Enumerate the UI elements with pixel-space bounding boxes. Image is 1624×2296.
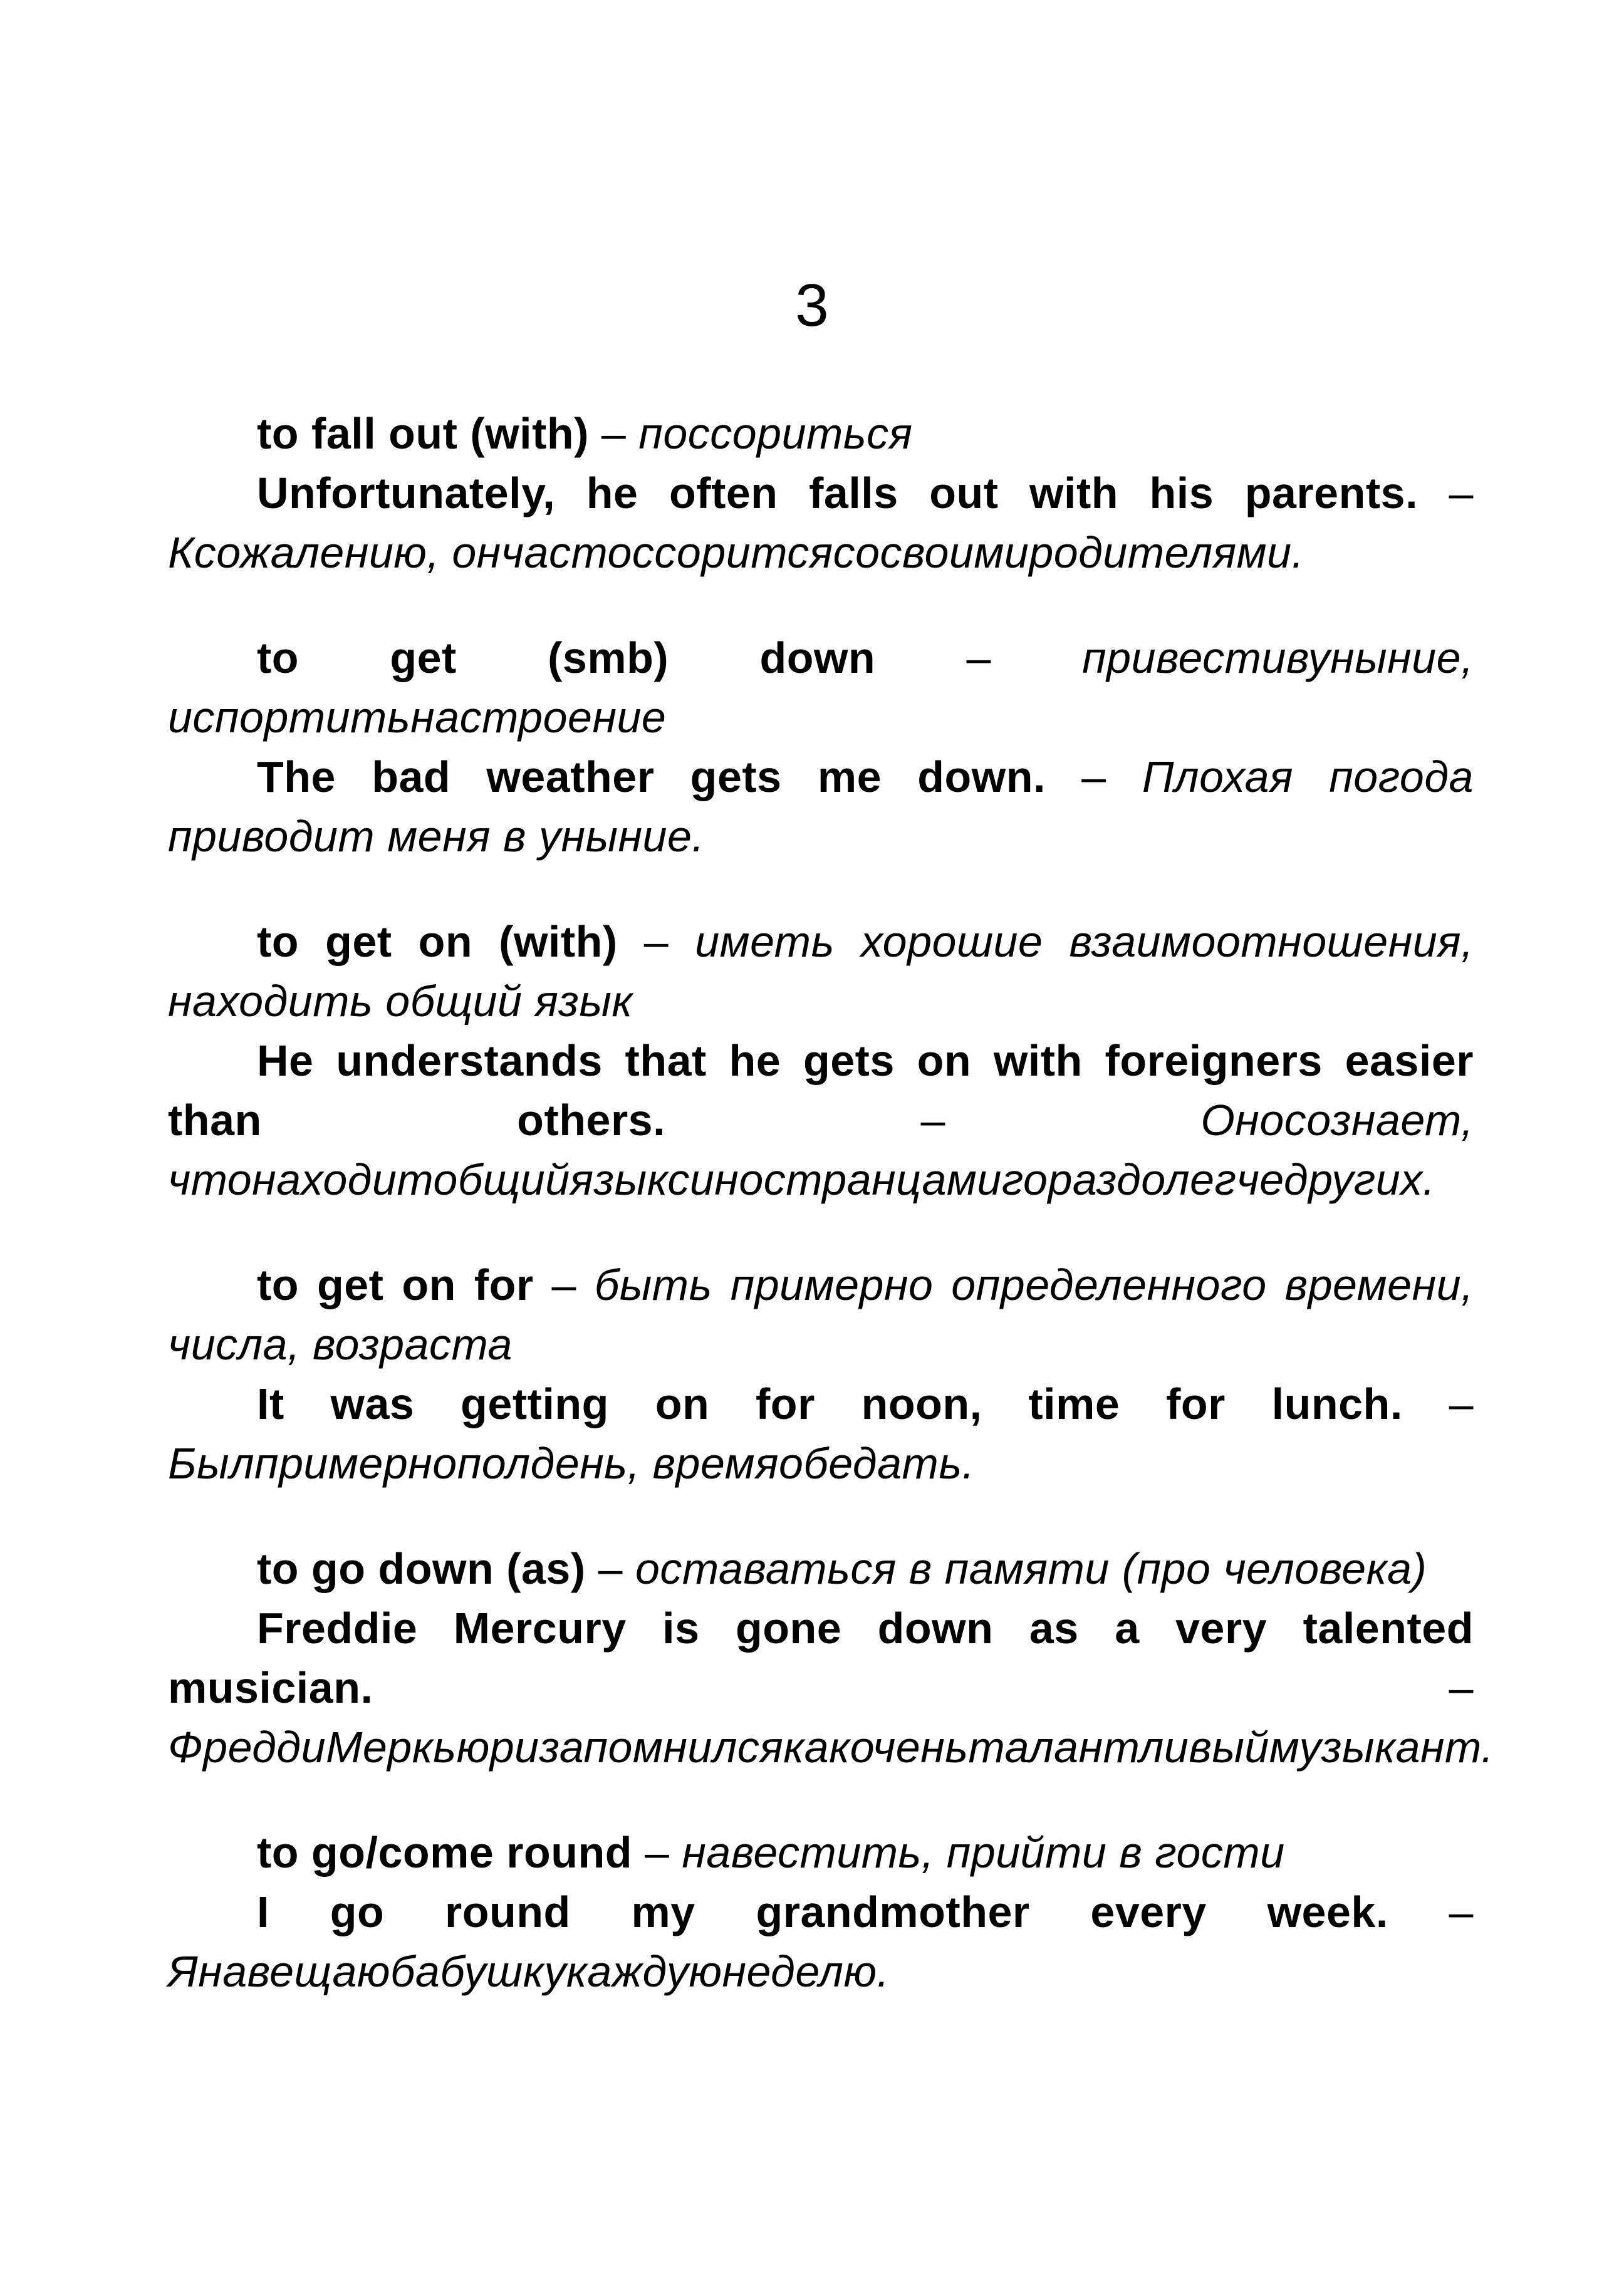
vocabulary-entry: [168, 1539, 1494, 1777]
example-english: Freddie Mercury is gone down as a very talented musician.: [168, 1604, 1474, 1712]
definition-line: [168, 404, 1474, 464]
dash: –: [588, 409, 639, 458]
vocabulary-list: [168, 404, 1494, 2047]
translation: навестить, прийти в гости: [682, 1828, 1285, 1877]
phrase: to get on (with): [257, 917, 618, 966]
translation: оставаться в памяти (про человека): [635, 1544, 1427, 1593]
definition-line: [168, 912, 1474, 1031]
example-russian: Янавещаюбабушкукаждуюнеделю.: [168, 1947, 890, 1996]
dash: –: [617, 917, 695, 966]
dash: –: [1388, 1888, 1474, 1936]
dash: –: [632, 1828, 682, 1877]
example-english: I go round my grandmother every week.: [257, 1888, 1388, 1936]
example-english: The bad weather gets me down.: [257, 752, 1046, 801]
definition-line: [168, 628, 1474, 747]
example-line: [168, 747, 1474, 866]
example-english: Unfortunately, he often falls out with his parents.: [257, 469, 1418, 517]
vocabulary-entry: [168, 404, 1474, 583]
example-line: [168, 1031, 1474, 1210]
example-russian: Ксожалению, ончастоссоритсясосвоимиродителями.: [168, 528, 1304, 577]
vocabulary-entry: [168, 1255, 1474, 1493]
vocabulary-entry: [168, 628, 1474, 866]
translation: быть примерно определенного времени, числа, возраста: [168, 1260, 1474, 1369]
dash: –: [665, 1096, 1201, 1145]
dash: –: [1045, 752, 1142, 801]
phrase: to get (smb) down: [257, 633, 876, 682]
phrase: to go/come round: [257, 1828, 633, 1877]
example-english: He understands that he gets on with foreigners easier than others.: [168, 1036, 1474, 1145]
example-russian: Былпримернополдень, времяобедать.: [168, 1439, 975, 1488]
phrase: to go down (as): [257, 1544, 586, 1593]
vocabulary-entry: [168, 1823, 1474, 2002]
example-russian: Плохая погода приводит меня в уныние.: [168, 752, 1474, 861]
example-english: It was getting on for noon, time for lunch.: [257, 1379, 1403, 1428]
page-number: 3: [795, 272, 829, 339]
dash: –: [533, 1260, 595, 1309]
vocabulary-entry: [168, 912, 1474, 1210]
translation: иметь хорошие взаимоотношения, находить общий язык: [168, 917, 1474, 1026]
example-russian: Оносознает, чтонаходитобщийязыксиностранцамигораздолегчедругих.: [168, 1096, 1474, 1204]
example-russian: ФреддиМеркьюризапомнилсякакоченьталантливыймузыкант.: [168, 1723, 1494, 1772]
definition-line: [168, 1823, 1474, 1883]
definition-line: [168, 1539, 1474, 1599]
dash: –: [1402, 1379, 1474, 1428]
phrase: to fall out (with): [257, 409, 589, 458]
dash: –: [1418, 469, 1474, 517]
phrase: to get on for: [257, 1260, 534, 1309]
example-line: [168, 1599, 1494, 1777]
definition-line: [168, 1255, 1474, 1374]
example-line: [168, 1374, 1474, 1493]
example-line: [168, 1883, 1474, 2002]
translation: привестивуныние, испортитьнастроение: [168, 633, 1474, 742]
example-line: [168, 464, 1474, 583]
dash: –: [373, 1663, 1474, 1712]
translation: поссориться: [638, 409, 913, 458]
dash: –: [585, 1544, 635, 1593]
dash: –: [875, 633, 1083, 682]
